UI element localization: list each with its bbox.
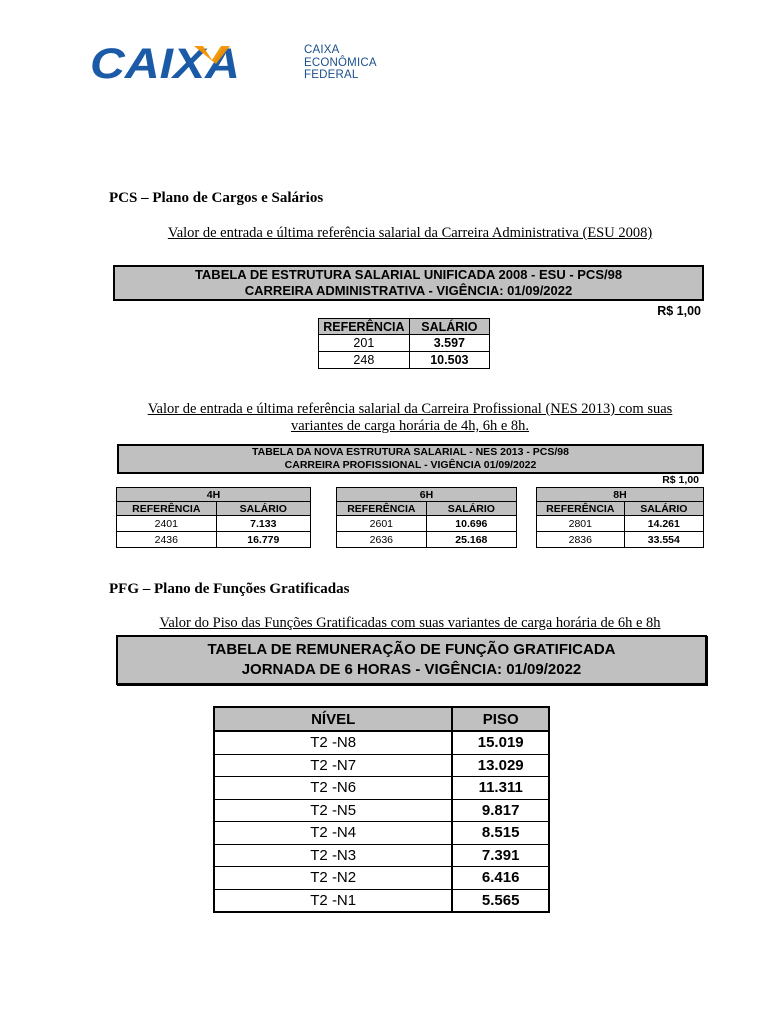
table-header-row [117, 502, 311, 516]
table-header-row [214, 707, 549, 731]
table-group-row [537, 488, 704, 502]
column-header: SALÁRIO [624, 502, 703, 516]
level-cell: T2 -N1 [214, 889, 452, 912]
level-cell: T2 -N6 [214, 777, 452, 800]
group-header: 8H [537, 488, 704, 502]
nes-banner [117, 444, 704, 474]
table-row [337, 516, 517, 532]
column-header: PISO [452, 707, 549, 731]
table-row [117, 532, 311, 548]
esu-table [318, 318, 490, 369]
level-cell: T2 -N4 [214, 822, 452, 845]
nes-table-6h [336, 487, 517, 548]
salary-cell: 14.261 [624, 516, 703, 532]
floor-value-cell: 9.817 [452, 799, 549, 822]
caixa-logo-mark [90, 40, 242, 86]
level-cell: T2 -N2 [214, 867, 452, 890]
table-row [319, 335, 490, 352]
table-row [214, 822, 549, 845]
pcs-heading: PCS – Plano de Cargos e Salários [109, 190, 324, 206]
caixa-logo [90, 40, 242, 86]
nes-currency: R$ 1,00 [662, 474, 699, 486]
logo-caption-line: CAIXA [304, 44, 340, 56]
table-row [117, 516, 311, 532]
reference-cell: 248 [319, 352, 410, 369]
table-row [214, 867, 549, 890]
logo-caption [304, 44, 377, 82]
salary-cell: 16.779 [216, 532, 310, 548]
floor-value-cell: 5.565 [452, 889, 549, 912]
pfg-table [213, 706, 550, 913]
table-row [214, 889, 549, 912]
pfg-banner-subtitle: JORNADA DE 6 HORAS - VIGÊNCIA: 01/09/2022 [241, 661, 582, 678]
column-header: REFERÊNCIA [537, 502, 625, 516]
salary-cell: 10.696 [426, 516, 516, 532]
salary-cell: 7.133 [216, 516, 310, 532]
floor-value-cell: 7.391 [452, 844, 549, 867]
column-header: SALÁRIO [426, 502, 516, 516]
table-group-row [117, 488, 311, 502]
logo-caption-line: FEDERAL [304, 69, 359, 81]
reference-cell: 2636 [337, 532, 427, 548]
table-group-row [337, 488, 517, 502]
column-header: REFERÊNCIA [319, 319, 410, 335]
reference-cell: 2601 [337, 516, 427, 532]
pfg-banner [116, 635, 707, 685]
table-row [214, 844, 549, 867]
salary-cell: 3.597 [409, 335, 489, 352]
level-cell: T2 -N8 [214, 731, 452, 754]
table-header-row [537, 502, 704, 516]
table-row [537, 516, 704, 532]
pfg-heading: PFG – Plano de Funções Gratificadas [109, 581, 350, 597]
nes-table-8h [536, 487, 704, 548]
esu-banner [113, 265, 704, 301]
reference-cell: 2801 [537, 516, 625, 532]
column-header: NÍVEL [214, 707, 452, 731]
reference-cell: 201 [319, 335, 410, 352]
nes-intro [110, 401, 710, 435]
group-header: 4H [117, 488, 311, 502]
nes-banner-title: TABELA DA NOVA ESTRUTURA SALARIAL - NES 2013 - PCS/98 [252, 446, 569, 458]
nes-intro-line: variantes de carga horária de 4h, 6h e 8h. [290, 418, 530, 434]
group-header: 6H [337, 488, 517, 502]
floor-value-cell: 15.019 [452, 731, 549, 754]
salary-cell: 10.503 [409, 352, 489, 369]
floor-value-cell: 8.515 [452, 822, 549, 845]
esu-currency: R$ 1,00 [657, 304, 701, 318]
table-row [537, 532, 704, 548]
column-header: SALÁRIO [216, 502, 310, 516]
reference-cell: 2836 [537, 532, 625, 548]
esu-intro: Valor de entrada e última referência salarial da Carreira Administrativa (ESU 2008) [167, 225, 653, 241]
salary-cell: 33.554 [624, 532, 703, 548]
table-row [214, 731, 549, 754]
floor-value-cell: 11.311 [452, 777, 549, 800]
reference-cell: 2401 [117, 516, 217, 532]
level-cell: T2 -N3 [214, 844, 452, 867]
nes-table-4h [116, 487, 311, 548]
table-header-row [319, 319, 490, 335]
esu-banner-title: TABELA DE ESTRUTURA SALARIAL UNIFICADA 2008 - ESU - PCS/98 [194, 267, 623, 282]
column-header: REFERÊNCIA [337, 502, 427, 516]
column-header: REFERÊNCIA [117, 502, 217, 516]
table-row [214, 799, 549, 822]
table-row [214, 777, 549, 800]
column-header: SALÁRIO [409, 319, 489, 335]
table-row [319, 352, 490, 369]
pfg-banner-title: TABELA DE REMUNERAÇÃO DE FUNÇÃO GRATIFICADA [207, 641, 616, 658]
table-header-row [337, 502, 517, 516]
esu-banner-subtitle: CARREIRA ADMINISTRATIVA - VIGÊNCIA: 01/09/2022 [244, 283, 573, 298]
nes-banner-subtitle: CARREIRA PROFISSIONAL - VIGÊNCIA 01/09/2022 [284, 459, 537, 471]
level-cell: T2 -N5 [214, 799, 452, 822]
logo-wordmark: CAIXA [90, 40, 240, 86]
logo-caption-line: ECONÔMICA [304, 56, 377, 69]
floor-value-cell: 6.416 [452, 867, 549, 890]
reference-cell: 2436 [117, 532, 217, 548]
salary-cell: 25.168 [426, 532, 516, 548]
table-row [337, 532, 517, 548]
table-row [214, 754, 549, 777]
nes-intro-line: Valor de entrada e última referência salarial da Carreira Profissional (NES 2013) com suas [147, 401, 673, 417]
floor-value-cell: 13.029 [452, 754, 549, 777]
level-cell: T2 -N7 [214, 754, 452, 777]
pfg-intro: Valor do Piso das Funções Gratificadas com suas variantes de carga horária de 6h e 8h [159, 615, 661, 631]
